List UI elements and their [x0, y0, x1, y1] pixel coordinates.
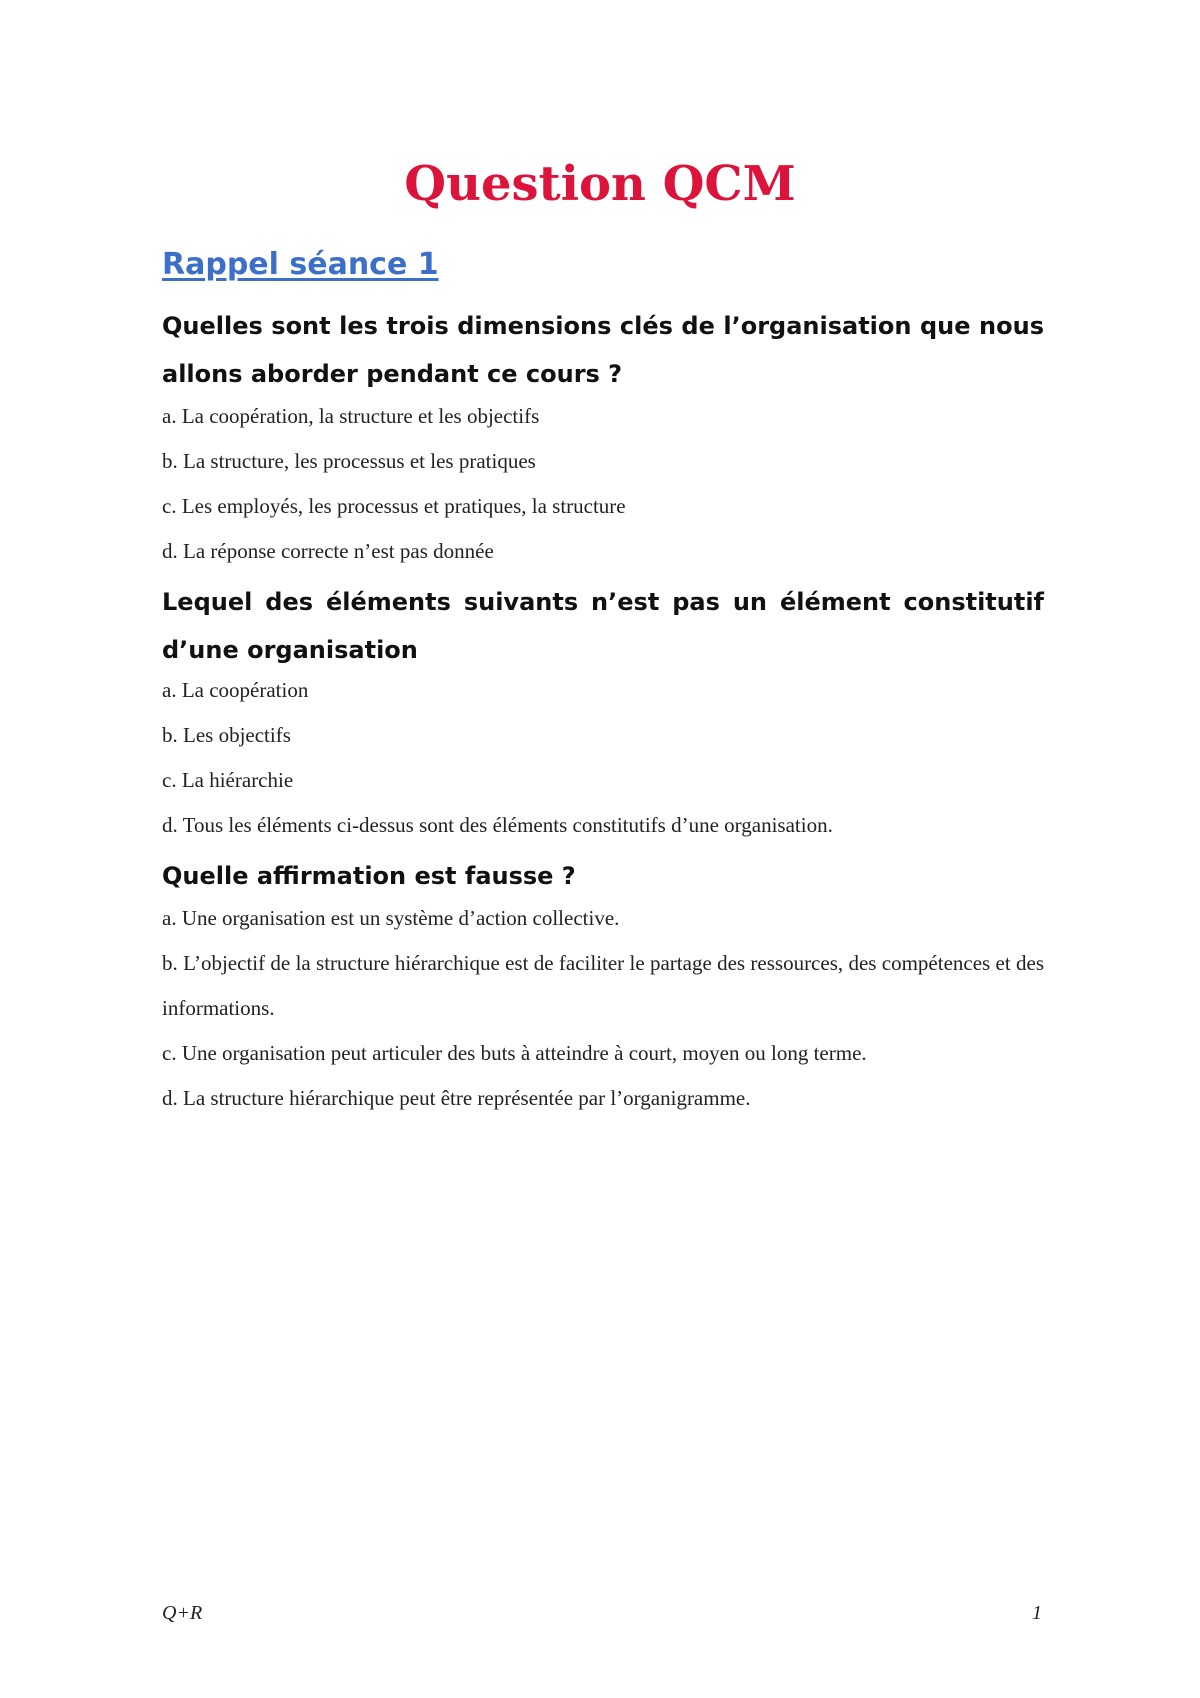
page-number: 1: [1032, 1602, 1042, 1624]
answer-2a: a. La coopération: [162, 678, 309, 702]
answer-2c: c. La hiérarchie: [162, 768, 294, 792]
page-title: Question QCM: [404, 156, 796, 212]
answer-3a: a. Une organisation est un système d’action collective.: [162, 906, 620, 930]
answer-3d: d. La structure hiérarchique peut être représentée par l’organigramme.: [162, 1086, 751, 1110]
answer-1c: c. Les employés, les processus et pratiques, la structure: [162, 494, 626, 518]
answer-1a: a. La coopération, la structure et les objectifs: [162, 404, 540, 428]
answer-2d: d. Tous les éléments ci-dessus sont des éléments constitutifs d’une organisation.: [162, 813, 833, 837]
answer-1b: b. La structure, les processus et les pratiques: [162, 449, 536, 473]
question-3: Quelle affirmation est fausse ?: [162, 862, 576, 890]
answer-3b: b. L’objectif de la structure hiérarchique est de faciliter le partage des ressources, des compétences et des informations.: [162, 951, 1044, 1020]
footer-label: Q+R: [162, 1602, 203, 1624]
question-1: Quelles sont les trois dimensions clés de l’organisation que nous allons aborder pendant ce cours ?: [162, 312, 1044, 388]
question-2: Lequel des éléments suivants n’est pas un élément constitutif d’une organisation: [162, 588, 1044, 664]
section-heading: Rappel séance 1: [162, 247, 439, 282]
answer-2b: b. Les objectifs: [162, 723, 291, 747]
answer-1d: d. La réponse correcte n’est pas donnée: [162, 539, 494, 563]
answer-3c: c. Une organisation peut articuler des buts à atteindre à court, moyen ou long terme.: [162, 1041, 867, 1065]
